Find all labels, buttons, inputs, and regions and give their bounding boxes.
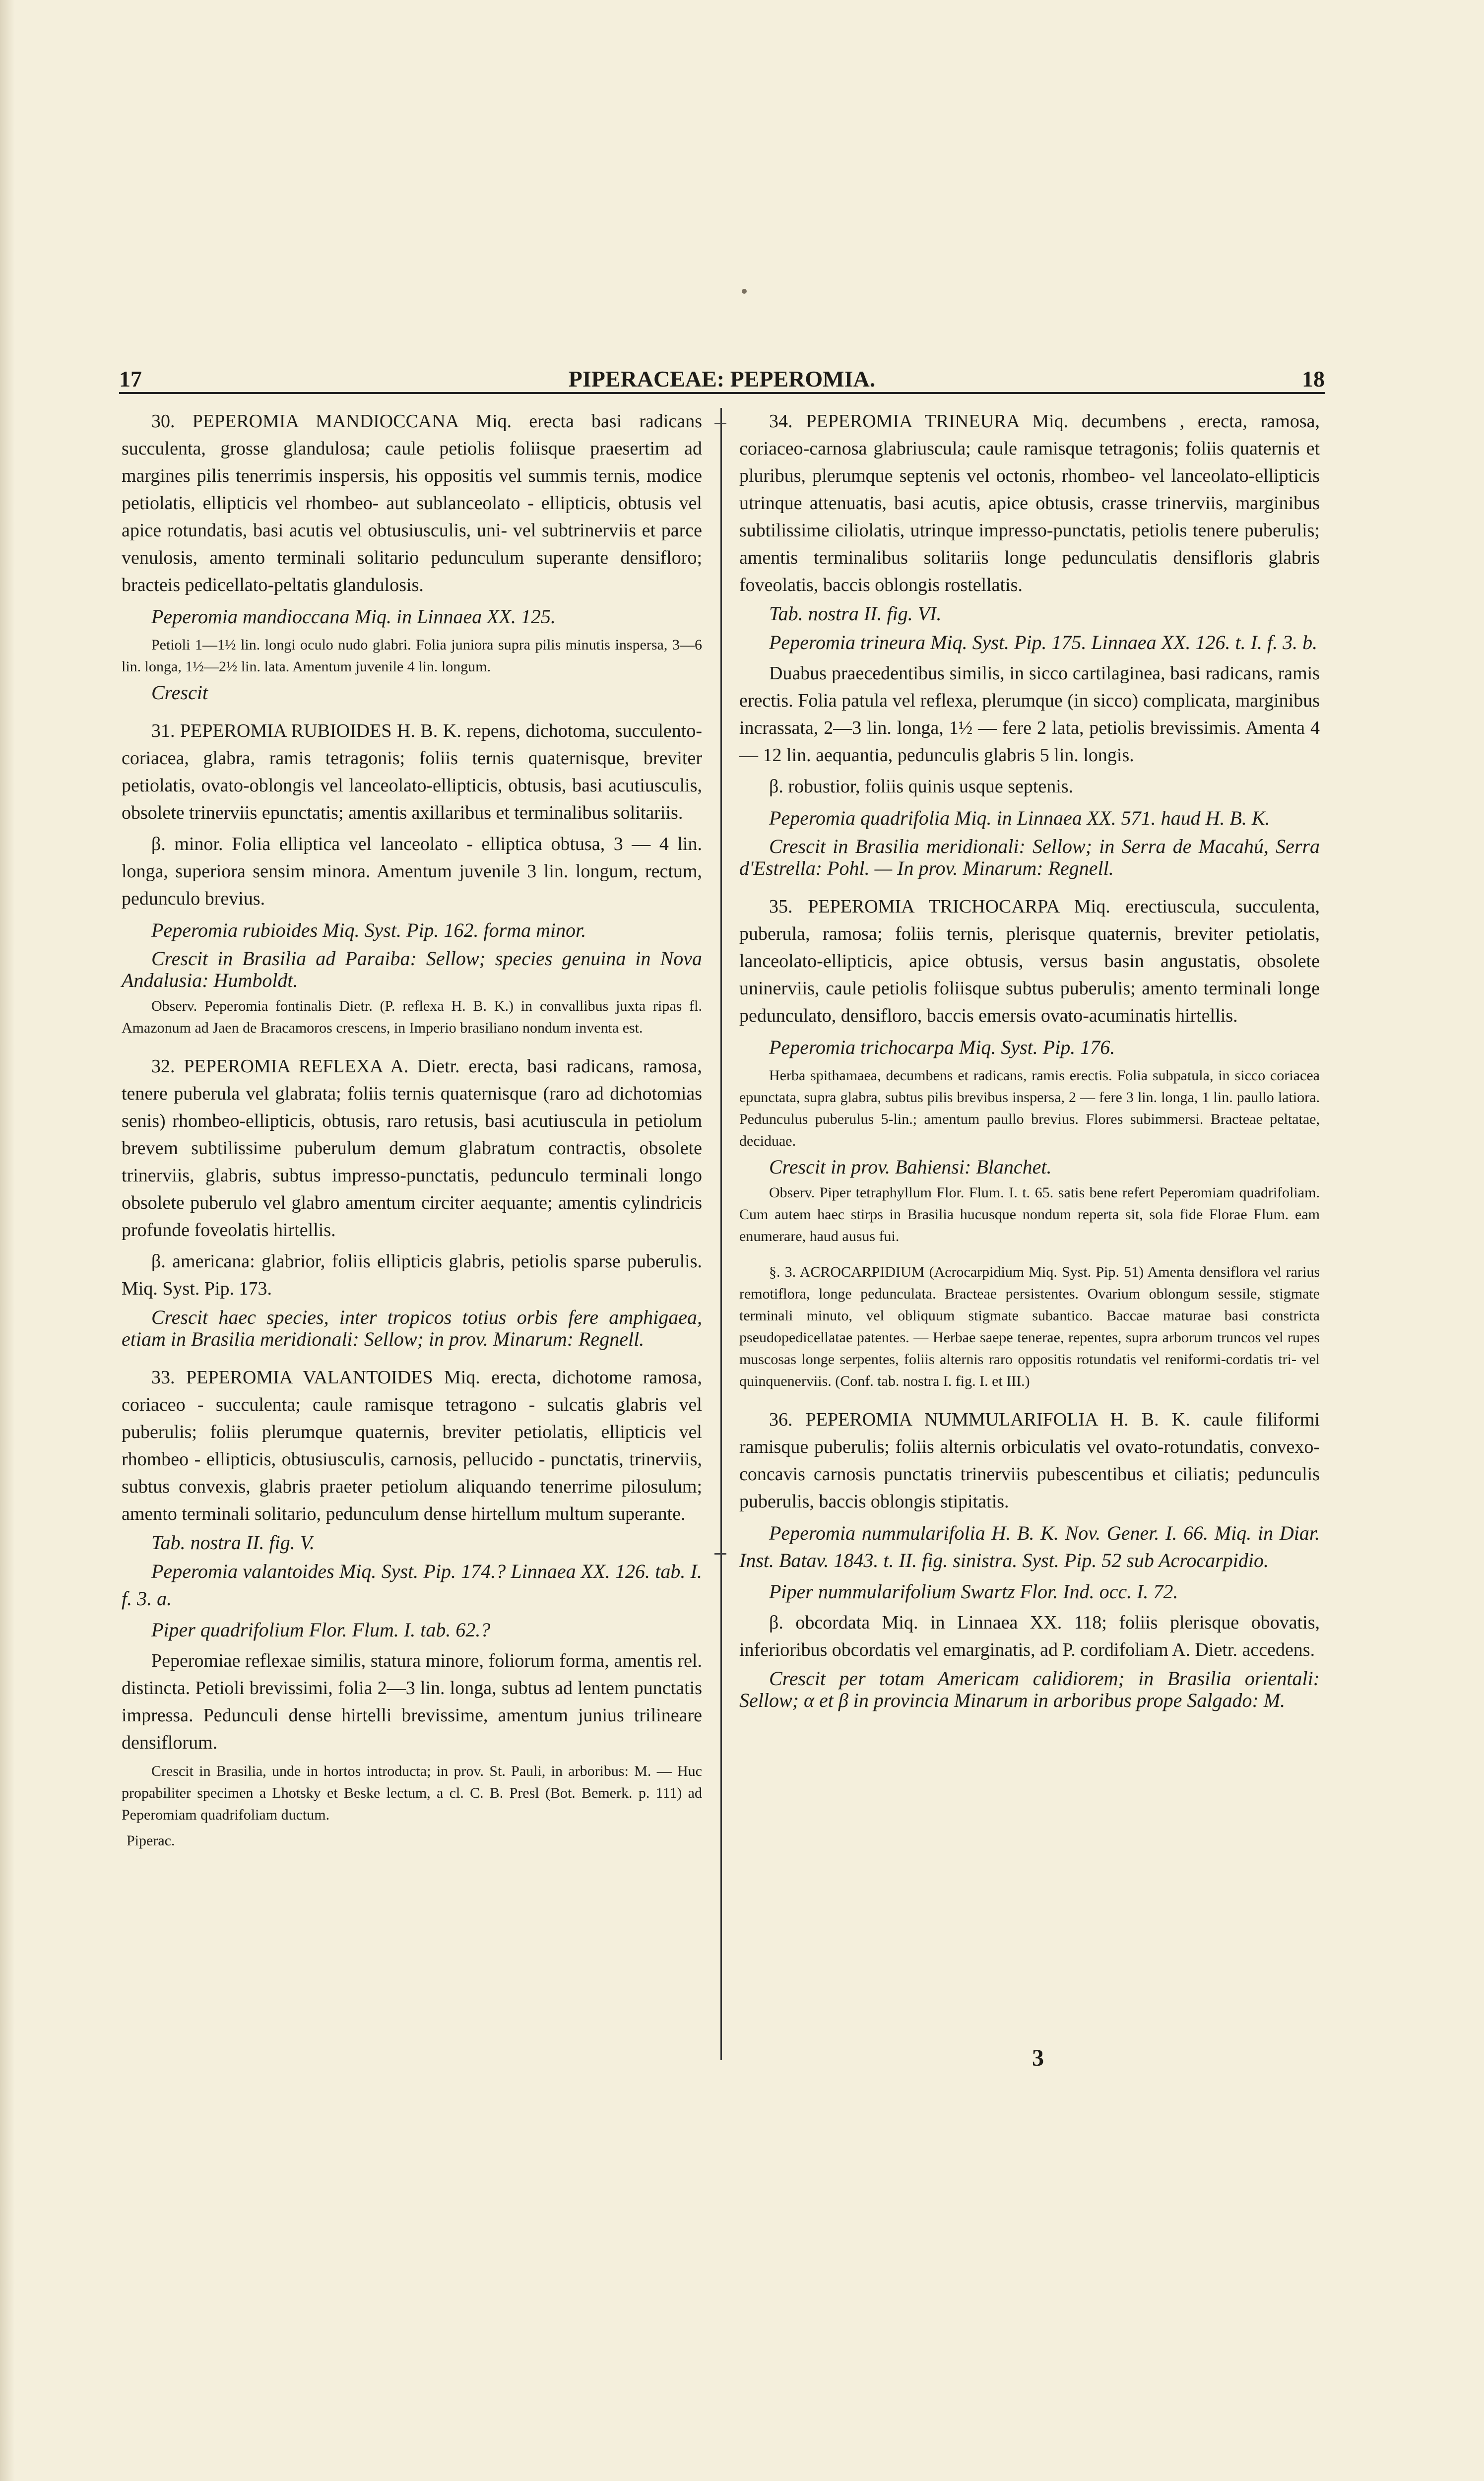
species-31-citation: Peperomia rubioides Miq. Syst. Pip. 162. forma minor. (151, 919, 586, 941)
species-30-notes: Petioli 1—1½ lin. longi oculo nudo glabri. Folia juniora supra pilis minutis inspersa, 3—6 lin. longa, 1½—2½ lin. lata. Amentum juvenile 4 lin. longum. (122, 637, 702, 675)
species-31-observation: Observ. Peperomia fontinalis Dietr. (P. reflexa H. B. K.) in convallibus juxta ripas fl. Amazonum ad Jaen de Bracamoros crescens, in Imperio brasiliano nondum inventa est. (122, 998, 702, 1036)
species-33-description: 33. PEPEROMIA VALANTOIDES Miq. erecta, dichotome ramosa, coriaceo - succulenta; caule ramisque tetragono - sulcatis glabris vel puberulis; foliis plerumque quaternis, breviter petiolatis, ellipticis vel rhombeo - ellipticis, obtusiusculis, carnosis, pellucido - punctatis, trinerviis, subtus convexis, glabris praeter petiolum aliquando tenerrime pilosulum; amento terminali solitario, pedunculum dense hirtellum multum superante. (122, 1367, 702, 1524)
species-36-citation: Peperomia nummularifolia H. B. K. Nov. Gener. I. 66. Miq. in Diar. Inst. Batav. 1843. t. II. fig. sinistra. Syst. Pip. 52 sub Acrocarpidio. (739, 1522, 1320, 1571)
section-3-acrocarpidium: §. 3. ACROCARPIDIUM (Acrocarpidium Miq. Syst. Pip. 51) Amenta densiflora vel rarius remotiflora, longe pedunculata. Bracteae persistentes. Ovarium oblongum sessile, stigmate terminali minuto, vel obliquum stigmate subantico. Baccae maturae basi constricta pseudopedicellatae patentes. — Herbae saepe tenerae, repentes, supra arborum truncos vel rupes muscosas longe serpentes, foliis alternis raro oppositis rotundatis vel reniformi-cordatis tri- vel quinquenerviis. (Conf. tab. nostra I. fig. I. et III.) (739, 1264, 1320, 1389)
species-33-plate: Tab. nostra II. fig. V. (151, 1531, 315, 1554)
species-32-locality: Crescit haec species, inter tropicos totius orbis fere amphigaea, etiam in Brasilia meridionali: Sellow; in prov. Minarum: Regnell. (122, 1306, 702, 1350)
left-column (122, 408, 702, 1856)
species-34-citation: Peperomia trineura Miq. Syst. Pip. 175. Linnaea XX. 126. t. I. f. 3. b. (769, 631, 1318, 653)
species-35-notes: Herba spithamaea, decumbens et radicans, ramis erectis. Folia subpatula, in sicco coriacea epunctata, supra glabra, subtus pilis brevibus inspersa, 2 — fere 3 lin. longa, 1 lin. paullo latiora. Pedunculus puberulus 5-lin.; amentum paullo brevius. Flores subimmersi. Bracteae peltatae, deciduae. (739, 1067, 1320, 1149)
species-33-synonym: Piper quadrifolium Flor. Flum. I. tab. 62.? (151, 1619, 491, 1641)
species-35-citation: Peperomia trichocarpa Miq. Syst. Pip. 176. (769, 1036, 1115, 1058)
running-title: PIPERACEAE: PEPEROMIA. (568, 366, 876, 392)
column-divider (720, 408, 722, 2060)
species-30-description: 30. PEPEROMIA MANDIOCCANA Miq. erecta basi radicans succulenta, grosse glandulosa; caule petiolis foliisque praesertim ad margines pilis tenerrimis inspersis, his oppositis vel summis ternis, modice petiolatis, ellipticis vel rhombeo- aut sublanceolato - ellipticis, obtusis vel apice rotundatis, basi acutis vel obtusiusculis, uni- vel subtrinerviis et parce venulosis, amento terminali solitario pedunculum superante densifloro; bracteis pedicellato-peltatis glandulosis. (122, 411, 702, 595)
divider-tick (714, 423, 726, 424)
species-33-notes: Peperomiae reflexae similis, statura minore, foliorum forma, amentis rel. distincta. Petioli brevissimi, folia 2—3 lin. longa, subtus ad lentem punctatis impressa. Pedunculi dense hirtelli brevissime, amentum junius trilineare densiflorum. (122, 1650, 702, 1753)
species-30-locality: Crescit (151, 681, 208, 704)
species-35-locality: Crescit in prov. Bahiensi: Blanchet. (769, 1156, 1052, 1178)
paper-speck (742, 289, 747, 294)
header-rule (119, 392, 1325, 394)
species-31-variety: β. minor. Folia elliptica vel lanceolato - elliptica obtusa, 3 — 4 lin. longa, superiora sensim minora. Amentum juvenile 3 lin. longum, rectum, pedunculo brevius. (122, 834, 702, 909)
left-page-number: 17 (119, 366, 142, 392)
running-header (119, 353, 1325, 398)
species-34-variety: β. robustior, foliis quinis usque septenis. (769, 776, 1074, 797)
species-36-synonym: Piper nummularifolium Swartz Flor. Ind. occ. I. 72. (769, 1580, 1178, 1603)
species-31-locality: Crescit in Brasilia ad Paraiba: Sellow; species genuina in Nova Andalusia: Humboldt. (122, 947, 702, 991)
species-35-observation: Observ. Piper tetraphyllum Flor. Flum. I. t. 65. satis bene refert Peperomiam quadrifoliam. Cum autem haec stirps in Brasilia hucusque nondum reperta sit, sola fide Florae Flum. eam enumerare, haud ausus fui. (739, 1184, 1320, 1244)
species-36-locality: Crescit per totam Americam calidiorem; in Brasilia orientali: Sellow; α et β in provincia Minarum in arboribus prope Salgado: M. (739, 1667, 1320, 1711)
species-36-variety: β. obcordata Miq. in Linnaea XX. 118; foliis plerisque obovatis, inferioribus obcordatis vel emarginatis, ad P. cordifoliam A. Dietr. accedens. (739, 1612, 1320, 1660)
species-34-synonym: Peperomia quadrifolia Miq. in Linnaea XX. 571. haud H. B. K. (769, 807, 1270, 829)
species-33-citation: Peperomia valantoides Miq. Syst. Pip. 174.? Linnaea XX. 126. tab. I. f. 3. a. (122, 1560, 702, 1610)
species-33-locality: Crescit in Brasilia, unde in hortos introducta; in prov. St. Pauli, in arboribus: M. — Huc propabiliter specimen a Lhotsky et Beske lectum, a cl. C. B. Presl (Bot. Bemerk. p. 111) ad Peperomiam quadrifoliam ductum. (122, 1763, 702, 1823)
signature-mark: 3 (1032, 2045, 1044, 2071)
catchword: Piperac. (127, 1832, 175, 1849)
right-page-number: 18 (1302, 366, 1325, 392)
species-30-citation: Peperomia mandioccana Miq. in Linnaea XX. 125. (151, 605, 556, 628)
species-34-plate: Tab. nostra II. fig. VI. (769, 602, 942, 625)
species-34-notes: Duabus praecedentibus similis, in sicco cartilaginea, basi radicans, ramis erectis. Folia patula vel reflexa, plerumque (in sicco) complicata, marginibus incrassata, 2—3 lin. longa, 1½ — fere 2 lata, petiolis brevissimis. Amenta 4 — 12 lin. aequantia, pedunculis glabris 5 lin. longis. (739, 663, 1320, 766)
species-34-locality: Crescit in Brasilia meridionali: Sellow; in Serra de Macahú, Serra d'Estrella: Pohl. — In prov. Minarum: Regnell. (739, 835, 1320, 879)
species-31-description: 31. PEPEROMIA RUBIOIDES H. B. K. repens, dichotoma, succulento-coriacea, glabra, ramis tetragonis; foliis ternis quaternisque, breviter petiolatis, ovato-oblongis vel lanceolato-ellipticis, obtusis, basi acutiusculis, obsolete trinerviis epunctatis; amentis axillaribus et terminalibus solitariis. (122, 720, 702, 823)
right-column (739, 408, 1320, 1715)
species-34-description: 34. PEPEROMIA TRINEURA Miq. decumbens , erecta, ramosa, coriaceo-carnosa glabriuscula; caule ramisque tetragonis; foliis quaternis et pluribus, plerumque septenis vel octonis, rhombeo- vel lanceolato-ellipticis utrinque attenuatis, basi acutis, apice obtusis, crasse trinerviis, marginibus subtilissime ciliolatis, utrinque impresso-punctatis, petiolis tenere puberulis; amentis terminalibus solitariis longe pedunculatis densifloris glabris foveolatis, baccis oblongis rostellatis. (739, 411, 1320, 595)
species-35-description: 35. PEPEROMIA TRICHOCARPA Miq. erectiuscula, succulenta, puberula, ramosa; foliis ternis, plerisque quaternis, breviter petiolatis, lanceolato-ellipticis, apice obtusis, versus basin angustatis, obsolete uninerviis, caule petiolis foliisque subtus puberulis; amento terminali longe pedunculato, densifloro, baccis emersis ovato-acuminatis hirtellis. (739, 896, 1320, 1026)
species-32-description: 32. PEPEROMIA REFLEXA A. Dietr. erecta, basi radicans, ramosa, tenere puberula vel glabrata; foliis ternis quaternisque (raro ad dichotomias senis) rhombeo-ellipticis, obtusis, raro retusis, basi acutiuscula in petiolum brevem subtilissime puberulum demum glabratum contractis, obsolete trinerviis, glabris, subtus impresso-punctatis, pedunculo terminali longo obsolete puberulo vel glabro amentum circiter aequante; amentis cylindricis profunde foveolatis hirtellis. (122, 1056, 702, 1240)
species-32-variety: β. americana: glabrior, foliis ellipticis glabris, petiolis sparse puberulis. Miq. Syst. Pip. 173. (122, 1251, 702, 1299)
divider-tick (714, 1553, 726, 1555)
species-36-description: 36. PEPEROMIA NUMMULARIFOLIA H. B. K. caule filiformi ramisque puberulis; foliis alternis orbiculatis vel ovato-rotundatis, convexo-concavis carnosis punctatis trinerviis pubescentibus et ciliatis; pedunculis puberulis, baccis oblongis stipitatis. (739, 1409, 1320, 1512)
binding-shadow (0, 0, 15, 2481)
